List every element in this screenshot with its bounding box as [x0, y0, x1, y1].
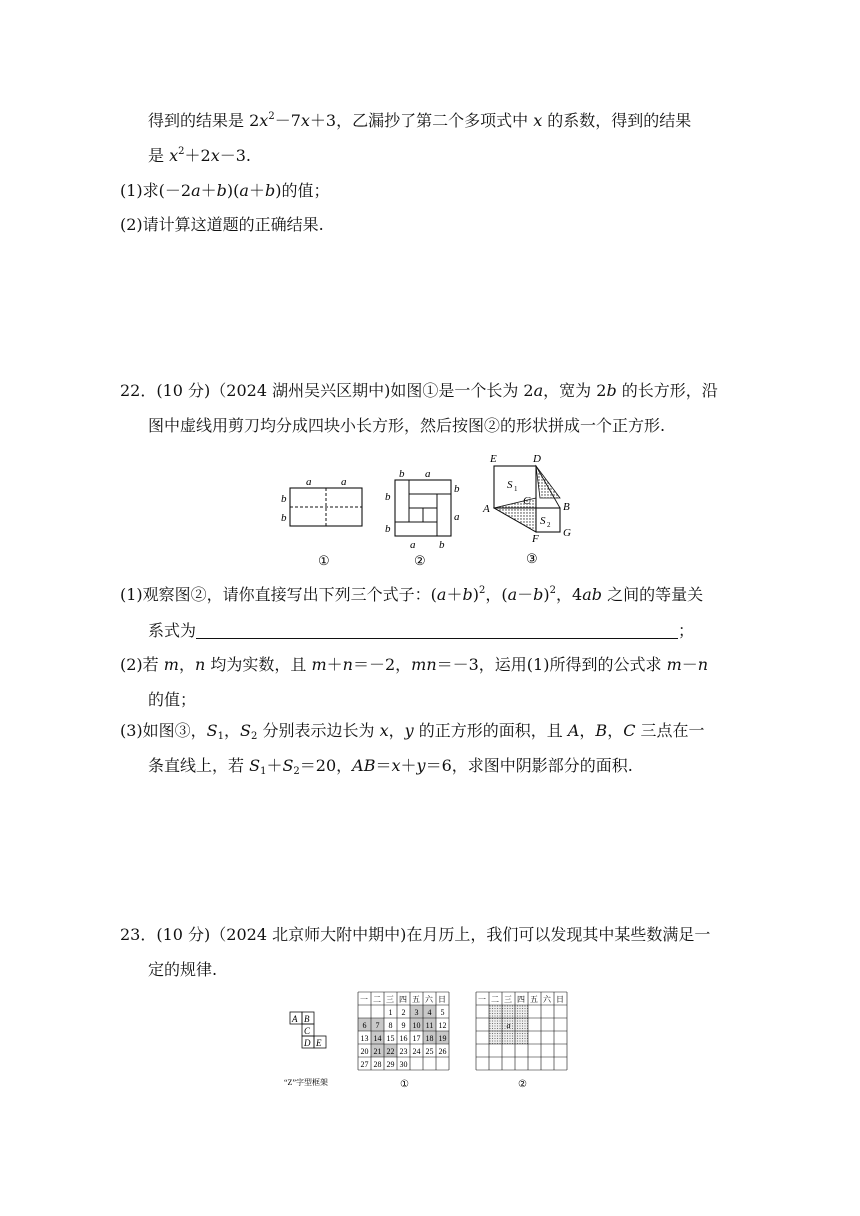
fig3-label-C: C: [523, 495, 531, 507]
calendar-1-caption: ①: [400, 1079, 409, 1090]
fig1-label-b2: b: [281, 512, 287, 524]
fig2-label-a-right: a: [454, 511, 460, 523]
calendar-1-weekday: 二: [373, 995, 381, 1004]
calendar-2-weekday: 六: [543, 995, 551, 1004]
q21-part-1: (1)求(－2a＋b)(a＋b)的值；: [120, 181, 330, 200]
fig3-label-B: B: [563, 501, 570, 513]
calendar-1-weekday: 六: [425, 995, 433, 1004]
fig3-label-A: A: [483, 503, 490, 515]
calendar-1-day: 23: [399, 1047, 408, 1056]
calendar-1-day: 14: [373, 1034, 382, 1043]
answer-blank[interactable]: [196, 622, 678, 639]
z-frame-figure: [282, 1008, 352, 1090]
q21-result-line-1: 得到的结果是 $2x^2-7x+3$，乙漏抄了第二个多项式中 x 的系数，得到的结果: [148, 111, 692, 130]
calendar-1-weekday: 五: [412, 995, 420, 1004]
fig2-label-b-left1: b: [385, 491, 391, 503]
fig3-label-F: F: [532, 533, 539, 545]
z-label-A: A: [292, 1014, 298, 1024]
q22-figure-2: [382, 464, 466, 568]
z-label-D: D: [304, 1038, 311, 1048]
fig2-label-b-top: b: [399, 468, 405, 480]
fig1-caption: ①: [318, 553, 330, 568]
calendar-1-day: 22: [386, 1047, 395, 1056]
fig1-label-b1: b: [281, 493, 287, 505]
calendar-1-day: 27: [360, 1060, 369, 1069]
calendar-1-day: 21: [373, 1047, 382, 1056]
calendar-1-day: 8: [388, 1021, 393, 1030]
q23-heading-line-2: 定的规律.: [148, 960, 218, 979]
fig2-label-b-left2: b: [385, 523, 391, 535]
calendar-2-weekday: 二: [491, 995, 499, 1004]
calendar-1-day: 20: [360, 1047, 369, 1056]
calendar-1-day: 11: [425, 1021, 434, 1030]
fig3-label-S1: S: [507, 479, 513, 491]
q22-part-2: (2)若 m，n 均为实数，且 m＋n＝－2，mn＝－3，运用(1)所得到的公式求 m－n: [120, 655, 709, 674]
calendar-1-day: 18: [425, 1034, 434, 1043]
z-label-E: E: [316, 1038, 322, 1048]
q21-part-2: (2)请计算这道题的正确结果.: [120, 215, 324, 234]
fig2-label-b-right: b: [454, 483, 460, 495]
calendar-1-day: 29: [386, 1060, 395, 1069]
calendar-2-weekday: 一: [478, 995, 486, 1004]
calendar-1-day: 3: [414, 1008, 419, 1017]
fig3-caption: ③: [526, 551, 538, 566]
fig3-label-D: D: [533, 453, 541, 465]
calendar-1-day: 13: [360, 1034, 369, 1043]
calendar-1-day: 19: [438, 1034, 447, 1043]
calendar-1-day: 10: [412, 1021, 421, 1030]
calendar-2-label-a: a: [506, 1021, 511, 1030]
calendar-1-day: 26: [438, 1047, 447, 1056]
calendar-1-day: 4: [427, 1008, 432, 1017]
fig3-label-S2: S: [540, 515, 546, 527]
z-label-C: C: [304, 1026, 311, 1036]
z-label-B: B: [304, 1014, 310, 1024]
calendar-1-day: 28: [373, 1060, 382, 1069]
calendar-2-weekday: 五: [530, 995, 538, 1004]
q22-part-3-line-2: 条直线上，若 $S_1+S_2=20$，AB＝x＋y＝6，求图中阴影部分的面积.: [148, 756, 633, 777]
fig2-label-a-bottom: a: [410, 539, 416, 551]
fig2-label-b-bottom: b: [439, 539, 445, 551]
calendar-1-day: 15: [386, 1034, 395, 1043]
calendar-2-caption: ②: [518, 1079, 527, 1090]
calendar-1-day: 30: [399, 1060, 408, 1069]
calendar-1-day: 1: [388, 1008, 393, 1017]
z-frame-caption: “Z”字型框架: [284, 1078, 328, 1087]
calendar-1-day: 12: [438, 1021, 447, 1030]
q22-heading-line-2: 图中虚线用剪刀均分成四块小长方形，然后按图②的形状拼成一个正方形.: [148, 416, 666, 435]
fig3-label-S2-sub: 2: [547, 521, 551, 529]
q22-part-1: (1)观察图②，请你直接写出下列三个式子：$(a+b)^2$，$(a-b)^2$，4ab 之间的等量关: [120, 585, 704, 604]
q22-figure-3: [478, 452, 580, 568]
calendar-1: [356, 990, 456, 1090]
q22-part-3: (3)如图③，$S_1$，$S_2$ 分别表示边长为 x，y 的正方形的面积，且 A，B，C 三点在一: [120, 721, 705, 742]
q22-part-1-line-2: 系式为 ；: [148, 621, 695, 640]
calendar-1-day: 16: [399, 1034, 408, 1043]
fig1-label-a1: a: [306, 476, 312, 488]
fig3-label-E: E: [490, 453, 497, 465]
calendar-1-day: 5: [440, 1008, 445, 1017]
calendar-2-weekday: 三: [504, 995, 512, 1004]
calendar-1-day: 17: [412, 1034, 421, 1043]
q22-part-2-line-2: 的值；: [148, 690, 197, 709]
calendar-1-day: 2: [401, 1008, 406, 1017]
q22-heading: 22．(10 分)（2024 湖州吴兴区期中)如图①是一个长为 2a，宽为 2b 的长方形，沿: [120, 381, 718, 400]
q21-result-line-2: 是 $x^2+2x-3$.: [148, 146, 251, 165]
q22-figure-1: [278, 474, 374, 568]
calendar-2-weekday: 日: [556, 995, 564, 1004]
calendar-1-weekday: 三: [386, 995, 394, 1004]
calendar-2: [474, 990, 574, 1090]
fig3-label-S1-sub: 1: [514, 485, 518, 493]
calendar-1-day: 7: [375, 1021, 380, 1030]
q23-heading: 23．(10 分)（2024 北京师大附中期中)在月历上，我们可以发现其中某些数满足一: [120, 925, 711, 944]
calendar-1-day: 24: [412, 1047, 421, 1056]
calendar-1-weekday: 日: [438, 995, 446, 1004]
calendar-1-weekday: 一: [360, 995, 368, 1004]
fig2-label-a-top: a: [425, 468, 431, 480]
calendar-1-weekday: 四: [399, 995, 407, 1004]
fig2-caption: ②: [414, 553, 426, 568]
fig3-label-G: G: [563, 527, 571, 539]
fig1-label-a2: a: [341, 476, 347, 488]
calendar-1-day: 9: [401, 1021, 406, 1030]
calendar-1-day: 25: [425, 1047, 434, 1056]
calendar-2-weekday: 四: [517, 995, 525, 1004]
calendar-1-day: 6: [362, 1021, 367, 1030]
